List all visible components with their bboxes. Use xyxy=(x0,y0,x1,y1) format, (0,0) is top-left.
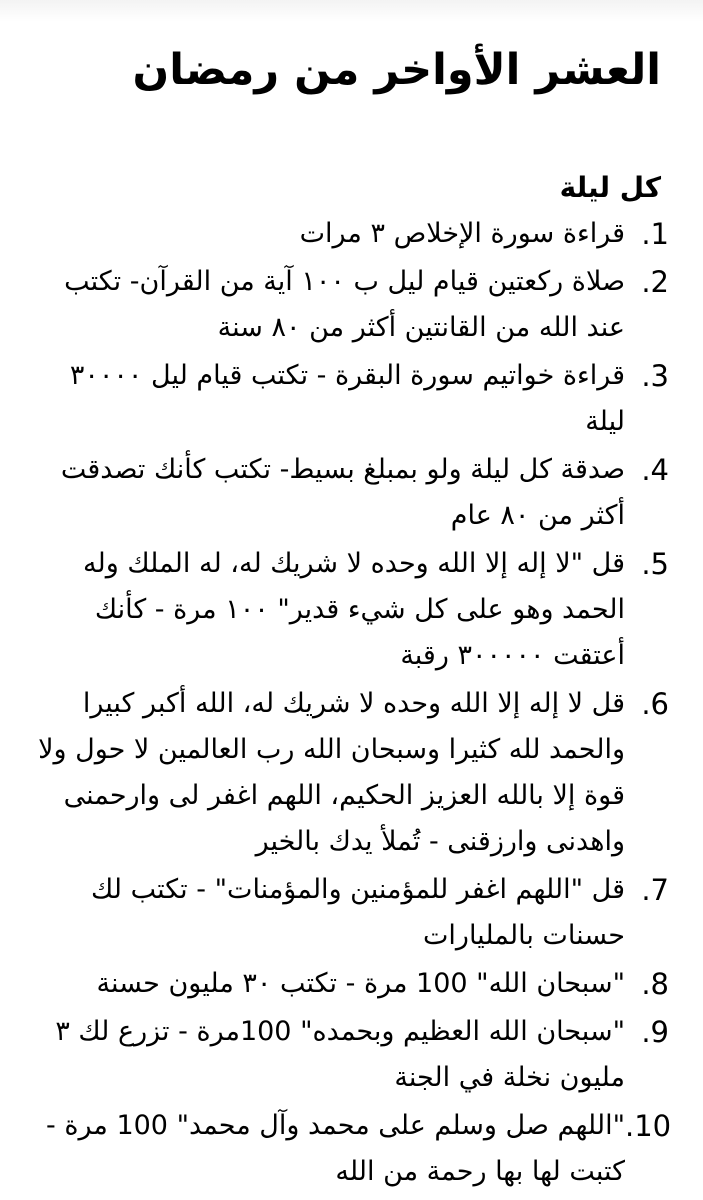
list-item xyxy=(29,867,669,959)
list-item-text: قل "اللهم اغفر للمؤمنين والمؤمنات" - تكتب لك حسنات بالمليارات xyxy=(91,874,625,951)
list-item xyxy=(29,447,669,539)
section-heading: كل ليلة xyxy=(559,171,661,204)
list-item-text: قل لا إله إلا الله وحده لا شريك له، الله أكبر كبيرا والحمد لله كثيرا وسبحان الله رب العالمين لا حول ولا قوة إلا بالله العزيز الحكيم، اللهم اغفر لى وارحمنى واهدنى وارزقنى - تُملأ يدك بالخير xyxy=(38,688,625,857)
list-item-number: .10 xyxy=(625,1109,672,1143)
list-item xyxy=(29,541,669,679)
list-item-number: .2 xyxy=(641,265,669,299)
list-item xyxy=(29,961,669,1007)
list-item-number: .4 xyxy=(641,453,669,487)
list-item-text: قراءة خواتيم سورة البقرة - تكتب قيام ليل ٣٠٠٠٠ ليلة xyxy=(69,360,625,437)
list-item xyxy=(29,1009,669,1101)
list-item-text: صدقة كل ليلة ولو بمبلغ بسيط- تكتب كأنك تصدقت أكثر من ٨٠ عام xyxy=(60,454,625,531)
list-item-number: .3 xyxy=(641,359,669,393)
list-item-number: .9 xyxy=(641,1015,669,1049)
list-item-text: "سبحان الله" 100 مرة - تكتب ٣٠ مليون حسنة xyxy=(96,968,625,999)
page-title: العشر الأواخر من رمضان xyxy=(132,45,661,95)
list-item xyxy=(29,259,669,351)
list-item-number: .6 xyxy=(641,687,669,721)
list-item xyxy=(29,681,669,865)
list-item xyxy=(29,1103,672,1195)
numbered-list xyxy=(29,211,672,1197)
list-item-text: "اللهم صل وسلم على محمد وآل محمد" 100 مرة - كتبت لها بها رحمة من الله xyxy=(46,1110,625,1187)
list-item-text: قراءة سورة الإخلاص ٣ مرات xyxy=(299,218,625,249)
list-item-text: صلاة ركعتين قيام ليل ب ١٠٠ آية من القرآن- تكتب عند الله من القانتين أكثر من ٨٠ سنة xyxy=(64,266,625,343)
list-item-number: .8 xyxy=(641,967,669,1001)
list-item-number: .1 xyxy=(641,217,669,251)
list-item xyxy=(29,353,669,445)
list-item-text: قل "لا إله إلا الله وحده لا شريك له، له الملك وله الحمد وهو على كل شيء قدير" ١٠٠ مرة - كأنك أعتقت ٣٠٠٠٠٠ رقبة xyxy=(83,548,625,671)
list-item xyxy=(29,211,669,257)
list-item-text: "سبحان الله العظيم وبحمده" 100مرة - تزرع لك ٣ مليون نخلة في الجنة xyxy=(55,1016,625,1093)
list-item-number: .5 xyxy=(641,547,669,581)
list-item-number: .7 xyxy=(641,873,669,907)
